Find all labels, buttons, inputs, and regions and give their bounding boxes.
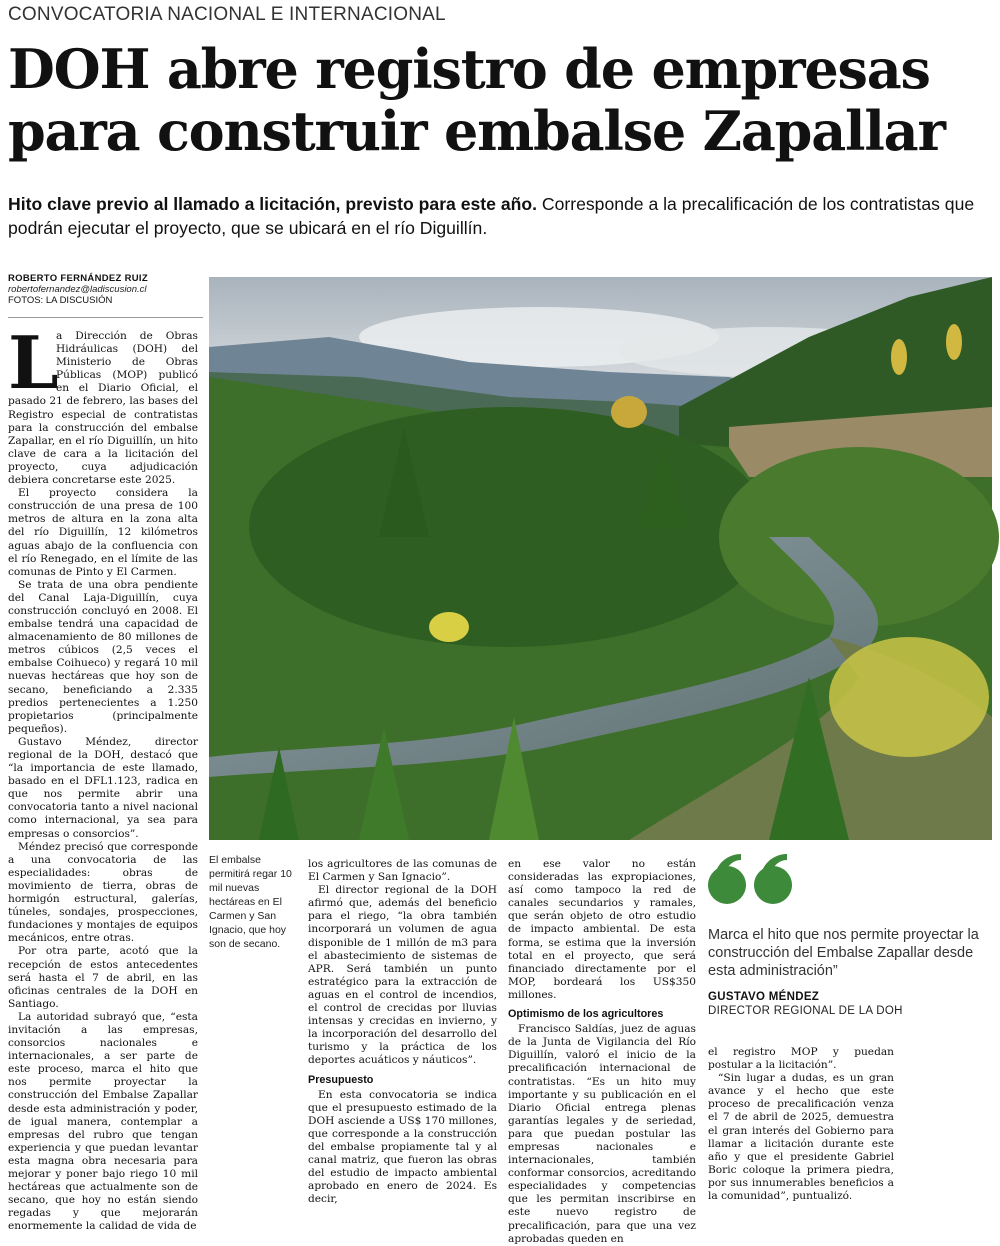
paragraph: “Sin lugar a dudas, es un gran avance y el hecho que este proceso de precalificación venza el 7 de abril de 2025, demuestra el gran interés del Gobierno para llamar a licitación durante este año y que el presidente Gabriel Boric coloque la primera piedra, por sus innumerables beneficios a la comunidad”, puntualizó. <box>708 1072 894 1203</box>
paragraph: El proyecto considera la construcción de una presa de 100 metros de altura en la zona alta del río Diguillín, 12 kilómetros aguas abajo de la confluencia con el río Renegado, en el límite de las comunas de Pinto y El Carmen. <box>8 487 198 578</box>
deck-bold: Hito clave previo al llamado a licitación, previsto para este año. <box>8 194 537 214</box>
river-landscape-photo <box>209 277 992 840</box>
article-column-4 <box>708 1046 894 1203</box>
paragraph: los agricultores de las comunas de El Carmen y San Ignacio”. <box>308 858 497 884</box>
article-column-1 <box>8 320 198 1233</box>
byline-author: ROBERTO FERNÁNDEZ RUIZ <box>8 273 148 284</box>
article-column-2 <box>308 858 497 1206</box>
paragraph: en ese valor no están consideradas las expropiaciones, así como tampoco la red de canales secundarios y ramales, que serán objeto de otro estudio de impacto ambiental. De esta forma, se estima que la inversión total en el proyecto, que será financiado directamente por el MOP, bordeará los US$350 millones. <box>508 858 696 1001</box>
paragraph: Méndez precisó que corresponde a una convocatoria de las especialidades: obras de movimiento de tierra, obras de hormigón estructural, galerías, túneles, sondajes, prospecciones, fundaciones y montajes de equipos mecánicos, entre otras. <box>8 840 198 945</box>
drop-cap: L <box>8 320 59 405</box>
byline-photos: FOTOS: LA DISCUSIÓN <box>8 295 113 306</box>
paragraph: La autoridad subrayó que, “esta invitación a las empresas, consorcios nacionales e internacionales, a ser parte de este proceso, marca el hito que nos permite proyectar la construcción del Embalse Zapallar desde esta administración y poder, de igual manera, contemplar a empresas del rubro que tengan experiencia y que puedan levantar esta magna obra necesaria para mejorar y poner bajo riego 10 mil hectáreas que actualmente son de secano, que hoy no están siendo regadas y que mejorarán enormemente la calidad de vida de <box>8 1010 198 1233</box>
photo-caption: El embalse permitirá regar 10 mil nuevas hectáreas en El Carmen y San Ignacio, que hoy son de secano. <box>209 854 292 950</box>
subheading-budget: Presupuesto <box>308 1073 374 1086</box>
paragraph: El director regional de la DOH afirmó que, además del beneficio para el riego, “la obra también incorporará un volumen de agua disponible de 1 millón de m3 para el abastecimiento de sistemas de APR. Será también un punto estratégico para la extracción de aguas en el control de incendios, el control de crecidas por lluvias intensas y crecidas en invierno, y la incorporación del desarrollo del turismo y la práctica de los deportes acuáticos y náuticos”. <box>308 884 497 1067</box>
paragraph: En esta convocatoria se indica que el presupuesto estimado de la DOH asciende a US$ 170 millones, que corresponde a la construcción del embalse propiamente tal y al canal matriz, que fueron las obras del estudio de impacto ambiental aprobado en enero de 2024. Es decir, <box>308 1088 497 1206</box>
deck-text: Corresponde a la precalificación de los contratistas que podrán ejecutar el proyecto, que se ubicará en el río Diguillín. <box>8 194 975 238</box>
quote-author-role: DIRECTOR REGIONAL DE LA DOH <box>708 1005 903 1017</box>
deck <box>8 192 993 240</box>
pull-quote: Marca el hito que nos permite proyectar la construcción del Embalse Zapallar desde esta administración” <box>708 927 979 979</box>
paragraph: Se trata de una obra pendiente del Canal Laja-Diguillín, cuya construcción concluyó en 2008. El embalse tendrá una capacidad de almacenamiento de 80 millones de metros cúbicos (2,5 veces el embalse Coihueco) y regará 10 mil nuevas hectáreas que hoy son de secano, beneficiando a 2.335 predios pertenecientes a 1.250 propietarios (principalmente pequeños). <box>8 578 198 735</box>
kicker: CONVOCATORIA NACIONAL E INTERNACIONAL <box>8 4 446 25</box>
article-column-3 <box>508 858 696 1246</box>
subheading-farmers: Optimismo de los agricultores <box>508 1008 664 1021</box>
paragraph: Francisco Saldías, juez de aguas de la Junta de Vigilancia del Río Diguillín, valoró el inicio de la precalificación internacional de contratistas. “Es un hito muy importante y su publicación en el Diario Oficial entrega plenas garantías legales y de seriedad, para que puedan postular las empresas nacionales e internacionales, también conformar consorcios, acreditando especialidades y competencias que les permitan inscribirse en este nuevo registro de precalificación, para que una vez aprobadas queden en <box>508 1023 696 1245</box>
paragraph: Por otra parte, acotó que la recepción de estos antecedentes será hasta el 7 de abril, en las oficinas centrales de la DOH en Santiago. <box>8 945 198 1010</box>
byline-email: robertofernandez@ladiscusion.cl <box>8 284 147 295</box>
quote-marks-icon <box>707 852 799 906</box>
headline-line-1: DOH abre registro de empresas <box>8 37 930 101</box>
divider <box>8 317 203 318</box>
paragraph: Gustavo Méndez, director regional de la DOH, destacó que “la importancia de este llamado, basado en el DFL1.123, radica en que nos permite abrir una convocatoria tanto a nivel nacional como internacional, ya sea para empresas o consorcios”. <box>8 735 198 840</box>
headline-line-2: para construir embalse Zapallar <box>8 99 945 163</box>
paragraph: el registro MOP y puedan postular a la licitación”. <box>708 1046 894 1072</box>
byline <box>8 273 203 306</box>
headline <box>8 38 998 162</box>
quote-author: GUSTAVO MÉNDEZ <box>708 991 820 1003</box>
paragraph: a Dirección de Obras Hidráulicas (DOH) del Ministerio de Obras Públicas (MOP) publicó en el Diario Oficial, el pasado 21 de febrero, las bases del Registro especial de contratistas para la construcción del embalse Zapallar, en el río Diguillín, un hito clave de cara a la licitación del proyecto, cuya adjudicación debiera concretarse este 2025. <box>8 330 198 487</box>
